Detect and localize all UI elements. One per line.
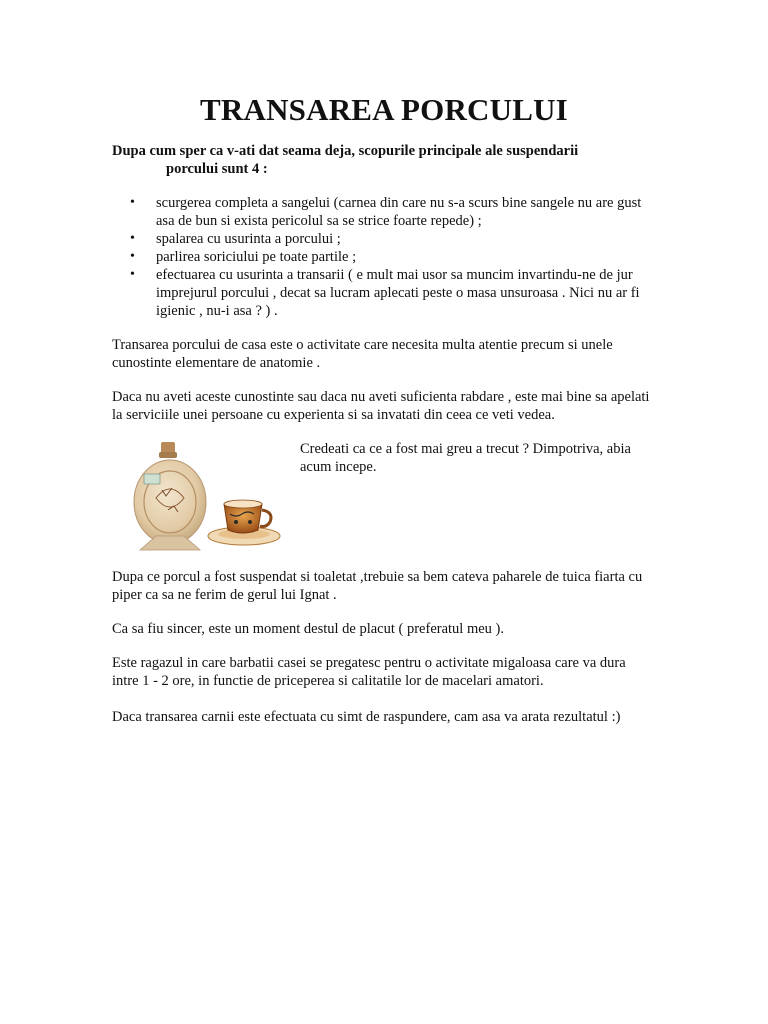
intro-line-1: Dupa cum sper ca v-ati dat seama deja, scopurile principale ale suspendarii	[112, 143, 579, 159]
list-item: • spalarea cu usurinta a porcului ;	[130, 230, 660, 248]
list-item: • efectuarea cu usurinta a transarii ( e mult mai usor sa muncim invartindu-ne de jur imprejurul porcului , decat sa lucram aplecati peste o masa unsuroasa . Nici nu ar fi igienic , nu-i asa ? ) .	[130, 266, 660, 320]
paragraph-preparation: Este ragazul in care barbatii casei se pregatesc pentru o activitate migaloasa care va dura intre 1 - 2 ore, in functie de priceperea si calitatile lor de macelari amatori.	[112, 655, 626, 689]
list-item: • parlirea soriciului pe toate partile ;	[130, 248, 660, 266]
purpose-list	[130, 194, 660, 320]
page-title: TRANSAREA PORCULUI	[200, 92, 568, 127]
paragraph-moment: Ca sa fiu sincer, este un moment destul de placut ( preferatul meu ).	[112, 621, 504, 637]
side-paragraph: Credeati ca ce a fost mai greu a trecut ? Dimpotriva, abia acum incepe.	[300, 441, 631, 475]
paragraph-result: Daca transarea carnii este efectuata cu simt de raspundere, cam asa va arata rezultatul :)	[112, 709, 621, 725]
paragraph-tuica: Dupa ce porcul a fost suspendat si toaletat ,trebuie sa bem cateva paharele de tuica fiarta cu piper ca sa ne ferim de gerul lui Ignat .	[112, 569, 643, 603]
intro-line-2: porcului sunt 4 :	[166, 161, 268, 177]
list-item: • scurgerea completa a sangelui (carnea din care nu s-a scurs bine sangele nu are gust asa de bun si exista pericolul sa se strice foarte repede) ;	[130, 194, 660, 230]
paragraph-anatomy: Transarea porcului de casa este o activitate care necesita multa atentie precum si unele cunostinte elementare de anatomie .	[112, 337, 613, 371]
tuica-illustration	[126, 438, 286, 554]
ceramic-flask-icon	[126, 438, 286, 554]
paragraph-experience: Daca nu aveti aceste cunostinte sau daca nu aveti suficienta rabdare , este mai bine sa apelati la serviciile unei persoane cu experienta si sa invatati din ceea ce veti vedea.	[112, 389, 650, 423]
intro-paragraph	[112, 142, 652, 178]
